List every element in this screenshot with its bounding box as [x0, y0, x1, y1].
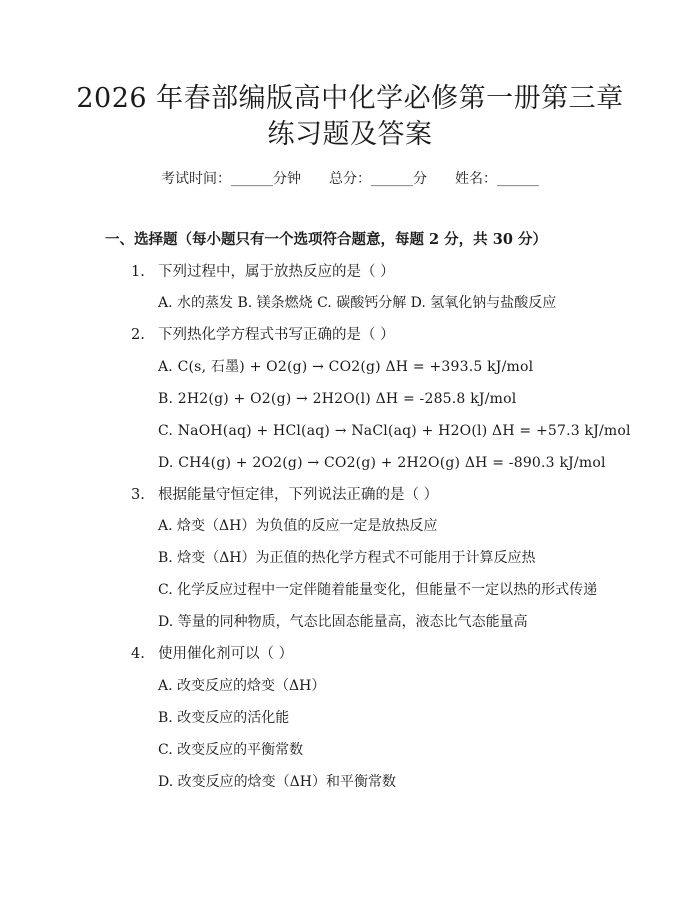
- question-2: [131, 325, 395, 345]
- question-stem: 下列过程中，属于放热反应的是（ ）: [158, 264, 395, 280]
- question-1-options: A. 水的蒸发 B. 镁条燃烧 C. 碳酸钙分解 D. 氢氧化钠与盐酸反应: [158, 295, 557, 311]
- total-score-field: 总分：______分: [329, 171, 427, 187]
- question-number: 1.: [131, 264, 145, 280]
- section-heading-multiple-choice: 一、选择题（每小题只有一个选项符合题意，每题 2 分，共 30 分）: [105, 231, 547, 248]
- question-2-option-b: B. 2H2(g) + O2(g) → 2H2O(l) ΔH = -285.8 kJ/mol: [158, 391, 517, 407]
- question-stem: 使用催化剂可以（ ）: [158, 646, 294, 662]
- question-number: 3.: [131, 487, 145, 503]
- exam-meta: [0, 169, 700, 189]
- doc-title-line2: 练习题及答案: [267, 119, 433, 150]
- question-stem: 下列热化学方程式书写正确的是（ ）: [158, 327, 395, 343]
- doc-title-line1: 2026 年春部编版高中化学必修第一册第三章: [76, 83, 624, 114]
- question-3: [131, 485, 438, 505]
- question-4-option-b: B. 改变反应的活化能: [158, 710, 290, 726]
- question-1: [131, 262, 395, 282]
- question-stem: 根据能量守恒定律，下列说法正确的是（ ）: [158, 487, 439, 503]
- question-2-option-a: A. C(s, 石墨) + O2(g) → CO2(g) ΔH = +393.5 kJ/mol: [158, 359, 534, 375]
- question-3-option-c: C. 化学反应过程中一定伴随着能量变化，但能量不一定以热的形式传递: [158, 582, 598, 598]
- question-3-option-d: D. 等量的同种物质，气态比固态能量高，液态比气态能量高: [158, 614, 528, 630]
- question-2-option-d: D. CH4(g) + 2O2(g) → CO2(g) + 2H2O(g) ΔH = -890.3 kJ/mol: [158, 455, 606, 471]
- exam-time-field: 考试时间：______分钟: [161, 171, 301, 187]
- question-number: 2.: [131, 327, 145, 343]
- question-3-option-a: A. 焓变（ΔH）为负值的反应一定是放热反应: [158, 518, 438, 534]
- question-4-option-a: A. 改变反应的焓变（ΔH）: [158, 678, 326, 694]
- question-4-option-c: C. 改变反应的平衡常数: [158, 742, 304, 758]
- question-4-option-d: D. 改变反应的焓变（ΔH）和平衡常数: [158, 774, 396, 790]
- student-name-field: 姓名：______: [455, 171, 539, 187]
- question-2-option-c: C. NaOH(aq) + HCl(aq) → NaCl(aq) + H2O(l) ΔH = +57.3 kJ/mol: [158, 423, 631, 439]
- question-3-option-b: B. 焓变（ΔH）为正值的热化学方程式不可能用于计算反应热: [158, 550, 536, 566]
- question-4: [131, 644, 293, 664]
- question-number: 4.: [131, 646, 145, 662]
